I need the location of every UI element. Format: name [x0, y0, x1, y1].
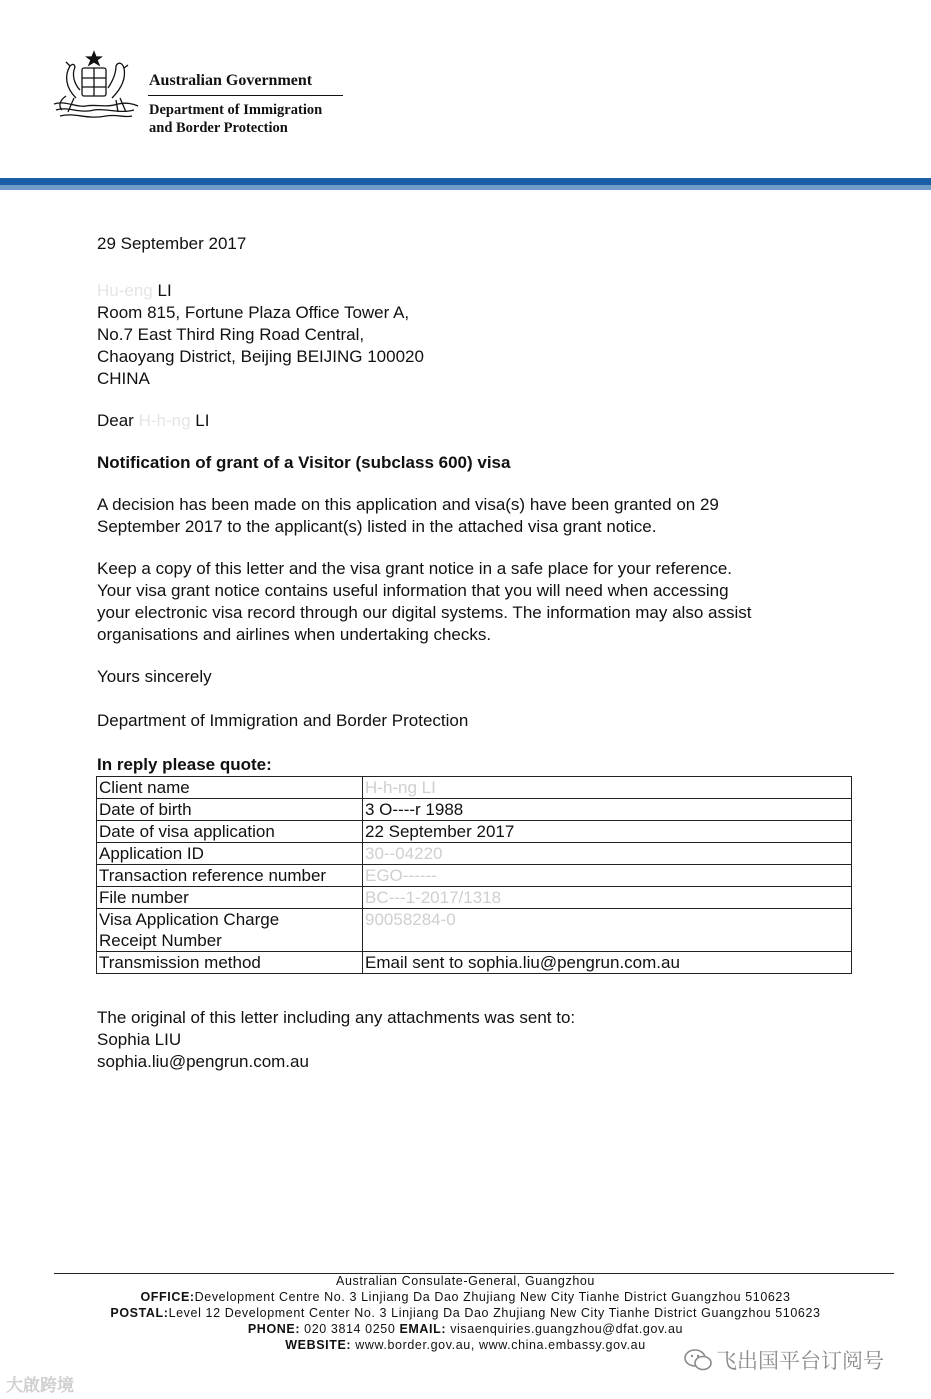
receipt-number-value: 90058284-0	[365, 910, 456, 929]
row-label: Client name	[97, 777, 363, 799]
footer-phone: 020 3814 0250	[304, 1322, 396, 1336]
table-row	[97, 843, 852, 865]
recipient-given-name-redacted: Hu-eng	[97, 281, 153, 300]
paragraph-2-line-3: your electronic visa record through our digital systems. The information may also assist	[97, 603, 752, 622]
salutation-surname: LI	[195, 411, 210, 430]
department-name-line1: Department of Immigration	[149, 102, 323, 118]
sent-to-name: Sophia LIU	[97, 1030, 182, 1049]
sent-to-line: The original of this letter including any attachments was sent to:	[97, 1008, 576, 1027]
department-name-line2: and Border Protection	[149, 120, 288, 136]
salutation-word: Dear	[97, 411, 134, 430]
quote-heading: In reply please quote:	[97, 755, 272, 774]
row-label-line-2: Receipt Number	[99, 931, 222, 950]
footer-consulate: Australian Consulate-General, Guangzhou	[336, 1274, 595, 1288]
footer-email: visaenquiries.guangzhou@dfat.gov.au	[450, 1322, 684, 1336]
row-value	[363, 909, 852, 952]
letter-date: 29 September 2017	[97, 234, 247, 253]
row-value: 22 September 2017	[363, 821, 852, 843]
watermark-right-text: 飞出国平台订阅号	[716, 1350, 884, 1373]
salutation-given-name-redacted: H-h-ng	[138, 411, 191, 430]
footer-phone-label: PHONE:	[247, 1322, 301, 1336]
paragraph-2-line-1: Keep a copy of this letter and the visa grant notice in a safe place for your reference.	[97, 559, 733, 578]
watermark-left: 大啟跨境	[6, 1376, 74, 1395]
address-line-3: Chaoyang District, Beijing BEIJING 100020	[97, 347, 424, 366]
row-value	[363, 865, 852, 887]
row-value: 3 O----r 1988	[363, 799, 852, 821]
footer-website-text: www.border.gov.au, www.china.embassy.gov.au	[355, 1338, 646, 1352]
sent-to-email: sophia.liu@pengrun.com.au	[97, 1052, 309, 1071]
wechat-icon	[684, 1349, 712, 1371]
footer-office-label: OFFICE:	[140, 1290, 195, 1304]
header-bar-light	[0, 185, 931, 190]
row-value	[363, 887, 852, 909]
watermark-right	[684, 1345, 884, 1375]
application-id-value: 30--04220	[365, 844, 443, 863]
recipient-name	[97, 280, 172, 302]
paragraph-2-line-2: Your visa grant notice contains useful information that you will need when accessing	[97, 581, 729, 600]
signatory: Department of Immigration and Border Protection	[97, 711, 469, 730]
row-value	[363, 777, 852, 799]
row-label: Date of birth	[97, 799, 363, 821]
table-row	[97, 909, 852, 952]
row-label	[97, 909, 363, 952]
recipient-surname: LI	[157, 281, 172, 300]
paragraph-1-line-1: A decision has been made on this application and visa(s) have been granted on 29	[97, 495, 719, 514]
client-name-value: H-h-ng LI	[365, 778, 436, 797]
table-row	[97, 952, 852, 974]
footer-postal-label: POSTAL:	[110, 1306, 169, 1320]
table-row	[97, 887, 852, 909]
footer-office-text: Development Centre No. 3 Linjiang Da Dao Zhujiang New City Tianhe District Guangzhou 510623	[194, 1290, 791, 1304]
footer-website-label: WEBSITE:	[285, 1338, 352, 1352]
header-divider	[148, 95, 343, 96]
row-value	[363, 843, 852, 865]
table-row	[97, 799, 852, 821]
table-row	[97, 821, 852, 843]
reference-table	[96, 776, 852, 974]
footer-postal-text: Level 12 Development Center No. 3 Linjiang Da Dao Zhujiang New City Tianhe District Guangzhou 510623	[168, 1306, 821, 1320]
transaction-reference-value: EGO------	[365, 866, 437, 885]
paragraph-2-line-4: organisations and airlines when undertaking checks.	[97, 625, 492, 644]
footer-postal	[0, 1306, 931, 1320]
row-label: Application ID	[97, 843, 363, 865]
table-row	[97, 777, 852, 799]
coat-of-arms-icon	[46, 48, 142, 126]
closing: Yours sincerely	[97, 667, 212, 686]
letter-subject: Notification of grant of a Visitor (subclass 600) visa	[97, 453, 511, 472]
row-label-line-1: Visa Application Charge	[99, 910, 280, 929]
salutation	[97, 410, 209, 432]
government-title: Australian Government	[149, 72, 313, 89]
address-line-2: No.7 East Third Ring Road Central,	[97, 325, 365, 344]
address-line-4: CHINA	[97, 369, 150, 388]
address-line-1: Room 815, Fortune Plaza Office Tower A,	[97, 303, 410, 322]
row-label: Transmission method	[97, 952, 363, 974]
footer-contact	[0, 1322, 931, 1336]
table-row	[97, 865, 852, 887]
footer-office	[0, 1290, 931, 1304]
footer-email-label: EMAIL:	[399, 1322, 447, 1336]
letterhead	[0, 0, 931, 190]
paragraph-1-line-2: September 2017 to the applicant(s) listed in the attached visa grant notice.	[97, 517, 657, 536]
row-label: Date of visa application	[97, 821, 363, 843]
row-label: File number	[97, 887, 363, 909]
row-label: Transaction reference number	[97, 865, 363, 887]
header-bar	[0, 178, 931, 185]
file-number-value: BC---1-2017/1318	[365, 888, 502, 907]
row-value: Email sent to sophia.liu@pengrun.com.au	[363, 952, 852, 974]
